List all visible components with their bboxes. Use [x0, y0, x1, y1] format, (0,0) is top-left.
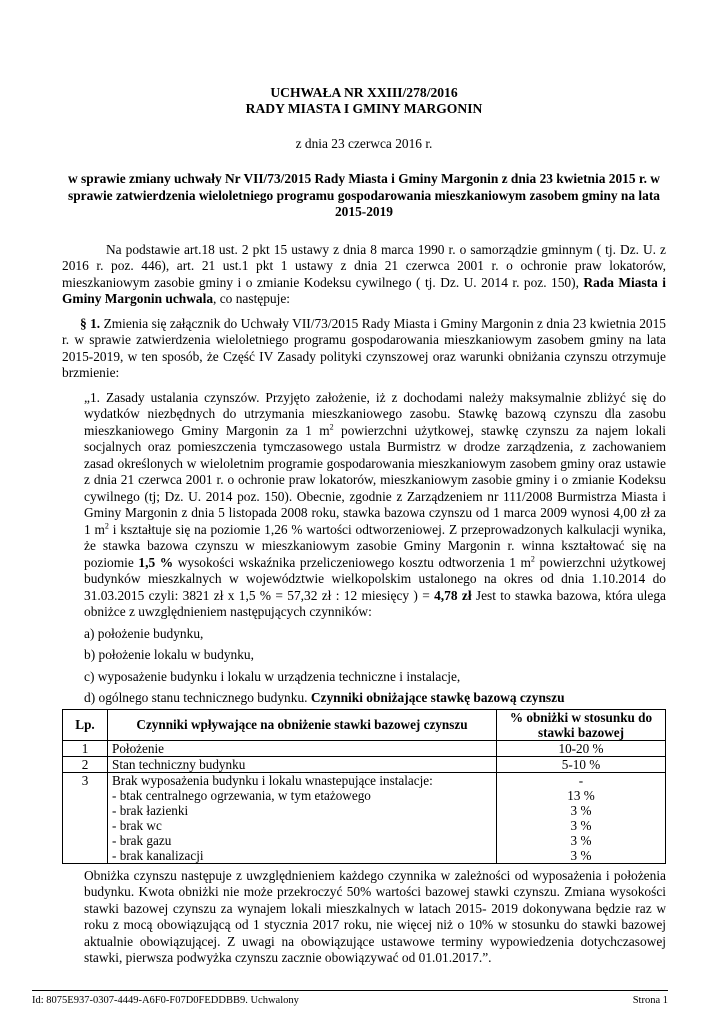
- list-item: a) położenie budynku,: [84, 625, 204, 641]
- list-item: b) położenie lokalu w budynku,: [84, 647, 254, 662]
- table-row: 1 Położenie 10-20 %: [63, 740, 666, 756]
- preamble-tail: , co następuje:: [213, 291, 291, 306]
- table-row: 2 Stan techniczny budynku 5-10 %: [63, 756, 666, 772]
- closing-paragraph: Obniżka czynszu następuje z uwzględnieniem każdego czynnika w zależności od wyposażenia i położenia budynku. Kwota obniżki nie może przekroczyć 50% wartości bazowej stawki czynszu. Zmiana wysokości stawki bazowej czynszu za wynajem lokali mieszkalnych w latach 2015- 2019 dokonywana będzie raz w roku z mocą obowiązującą od 1 stycznia 2017 roku, nie więcej niż o 10% w stosunku do stawki bazowej aktualnie obowiązującej. Z uwagi na obowiązujące ustawowe terminy wypowiedzenia dotychczasowej stawki, pierwsza podwyżka czynszu zacznie obowiązywać od 01.01.2017.”.: [84, 867, 666, 965]
- list-item: c) wyposażenie budynku i lokalu w urządzenia techniczne i instalacje,: [84, 668, 461, 684]
- quoted-text: [84, 390, 666, 707]
- table-header-row: [63, 709, 666, 740]
- document-id: Id: 8075E937-0307-4449-A6F0-F07D0FEDDBB9. Uchwalony: [32, 995, 299, 1006]
- table-row: 3 Brak wyposażenia budynku i lokalu wnastepujące instalacje: - btak centralnego ogrzewania, w tym etażowego - brak łazienki - brak wc - brak gazu - brak kanalizacji - 13 % 3 % 3 % 3 % 3 %: [63, 772, 666, 863]
- quote-paragraph: „1. Zasady ustalania czynszów. Przyjęto założenie, iż z dochodami należy maksymalnie zbliżyć się do wydatków niezbędnych do utrzymania mieszkaniowego zasobu. Stawkę bazową czynszu dla zasobu mieszkaniowego Gminy Margonin za 1 $m^2$ powierzchni użytkowej, stawkę czynszu za najem lokali socjalnych oraz pomieszczenia tymczasowego ustala Burmistrz w drodze zarządzenia, z zachowaniem zasad określonych w wieloletnim programie gospodarowania mieszkaniowym zasobem gminy oraz ustawie z dnia 21 czerwca 2001 r. o ochronie praw lokatorów, mieszkaniowym zasobie gminy i o zmianie Kodeksu cywilnego (tj; Dz. U. 2014 poz. 150). Obecnie, zgodnie z Zarządzeniem nr 111/2008 Burmistrza Miasta i Gminy Margonin z dnia 5 listopada 2008 roku, stawka bazowa czynszu od 1 marca 2009 wynosi 4,00 zł za 1 $m^2$ i kształtuje się na poziomie 1,26 % wartości odtworzeniowej. Z przeprowadzonych kalkulacji wynika, że stawka bazowa czynszu w mieszkaniowym zasobie Gminy Margonin r. winna kształtować się na poziomie 1,5 % wysokości wskaźnika przeliczeniowego kosztu odtworzenia 1 $m^2$ powierzchni użytkowej budynków mieszkalnych w województwie wielkopolskim ustalonego na okres od dnia 1.10.2014 do 31.03.2015 czyli: 3821 zł x 1,5 % = 57,32 zł : 12 miesięcy ) = 4,78 zł Jest to stawka bazowa, która ulega obniżce z uwzględnieniem następujących czynników:: [84, 389, 667, 619]
- header-factor: Czynniki wpływające na obniżenie stawki bazowej czynszu: [108, 709, 497, 740]
- preamble: [62, 242, 666, 308]
- factor-list: [84, 626, 666, 707]
- preamble-bold: Rada Miasta i Gminy Margonin uchwala: [62, 274, 666, 306]
- title-line-1: UCHWAŁA NR XXIII/278/2016: [270, 85, 458, 100]
- document-page: [62, 85, 666, 967]
- preamble-text: Na podstawie art.18 ust. 2 pkt 15 ustawy z dnia 8 marca 1990 r. o samorządzie gminnym ( tj. Dz. U. z 2016 r. poz. 446), art. 21 ust.1 pkt 1 ustawy z dnia 21 czerwca 2001 r. o ochronie praw lokatorów, mieszkaniowym zasobie gminy i o zmianie Kodeksu cywilnego ( tj. Dz. U. 2014 r. poz. 150),: [62, 241, 666, 290]
- section-mark: § 1.: [80, 315, 101, 331]
- section-1: [62, 316, 666, 382]
- page-footer: [32, 990, 668, 1006]
- title-line-2: RADY MIASTA I GMINY MARGONIN: [245, 101, 483, 116]
- header-percent: % obniżki w stosunku do stawki bazowej: [497, 709, 666, 740]
- resolution-title: [62, 85, 666, 117]
- header-lp: Lp.: [63, 709, 108, 740]
- section-1-text: Zmienia się załącznik do Uchwały VII/73/2015 Rady Miasta i Gminy Margonin z dnia 23 kwietnia 2015 r. w sprawie zatwierdzenia wieloletniego programu gospodarowania mieszkaniowym zasobem gminy na lata 2015-2019, w ten sposób, że Część IV Zasady polityki czynszowej oraz warunki obniżania czynszu otrzymuje brzmienie:: [62, 315, 666, 380]
- page-number: Strona 1: [632, 995, 668, 1006]
- resolution-date: z dnia 23 czerwca 2016 r.: [295, 136, 433, 151]
- resolution-subject: w sprawie zmiany uchwały Nr VII/73/2015 Rady Miasta i Gminy Margonin z dnia 23 kwietnia 2015 r. w sprawie zatwierdzenia wieloletniego programu gospodarowania mieszkaniowym zasobem gminy na lata 2015-2019: [67, 171, 660, 219]
- reduction-table: [62, 709, 666, 864]
- list-item: d) ogólnego stanu technicznego budynku. Czynniki obniżające stawkę bazową czynszu: [84, 690, 565, 705]
